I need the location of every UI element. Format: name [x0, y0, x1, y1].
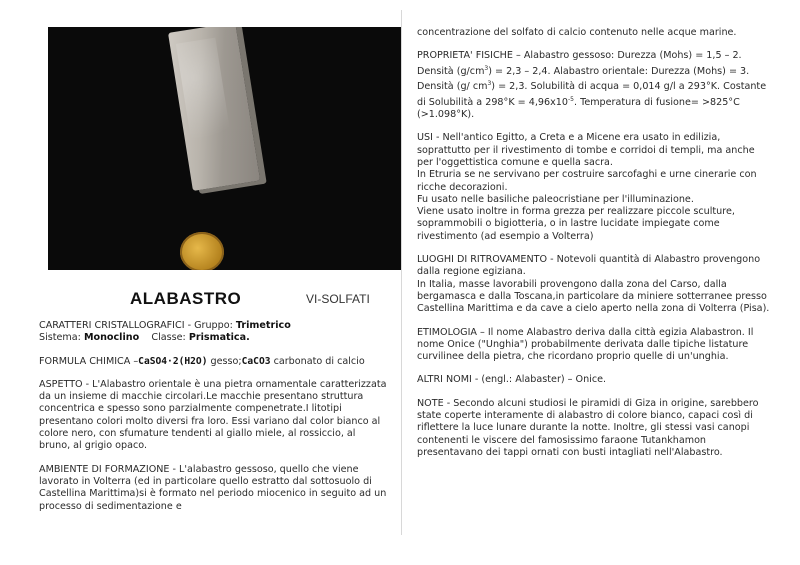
usi-section: USI - Nell'antico Egitto, a Creta e a Micene era usato in edilizia, soprattutto per il rivestimento di tombe e corridoi di templi, ma anche per l'oggettistica comune e quella sacra. In Etruria se ne servivano per costruire sarcofaghi e urne cinerarie con ricche decorazioni. Fu usato nelle basiliche paleocristiane per l'illuminazione. Viene usato inoltre in forma grezza per realizzare piccole sculture, soprammobili o bigiotteria, o in lastre lucidate impiegate come rivestimento (ad esempio a Volterra) — [417, 132, 757, 242]
aspetto-section: ASPETTO - L'Alabastro orientale è una pietra ornamentale caratterizzata da un insieme di macchie circolari.Le macchie presentano struttura concentrica e spesso sono parzialmente compenetrate.I litotipi presentano colori molto diversi fra loro. Essi variano dal color bianco al colore nero, con sfumature tendenti al giallo miele, al rossiccio, al bruno, al grigio opaco. — [39, 378, 387, 452]
page-title: ALABASTRO — [130, 289, 242, 308]
etimologia-section: ETIMOLOGIA – Il nome Alabastro deriva dalla città egizia Alabastron. Il nome Onice ("Unghia") probabilmente derivata dalle tipiche listature curvilinee della pietra, che ricordano proprio quelle di un'unghia. — [417, 326, 754, 363]
mineral-photo — [48, 27, 402, 270]
ambiente-section: AMBIENTE DI FORMAZIONE - L'alabastro gessoso, quello che viene lavorato in Volterra (ed in particolare quello estratto dal sottosuolo di Castellina Marittima)si è formato nel periodo miocenico in seguito ad un processo di sedimentazione e — [39, 463, 387, 512]
right-column — [417, 27, 770, 470]
alabaster-stone-image — [168, 27, 260, 191]
column-divider — [401, 10, 402, 535]
note-section: NOTE - Secondo alcuni studiosi le piramidi di Giza in origine, sarebbero state coperte interamente di alabastro di colore bianco, capaci così di riflettere la luce lunare durante la notte. Inoltre, gli stessi vasi canopi contenenti le viscere del famosissimo faraone Tutankhamon presentavano dei tappi ornati con busti intagliati nell'Alabastro. — [417, 397, 759, 458]
luoghi-section: LUOGHI DI RITROVAMENTO - Notevoli quantità di Alabastro provengono dalla regione egiziana. In Italia, masse lavorabili provengono dalla zona del Carso, dalla bergamasca e dalla Toscana,in particolare da miniere sotterranee presso Castellina Marittima e da cave a cielo aperto nella zona di Volterra (Pisa). — [417, 254, 770, 315]
proprieta-section: PROPRIETA' FISICHE – Alabastro gessoso: Durezza (Mohs) = 1,5 – 2. Densità $(g/cm^3) = 2,3 - 2,4$. Alabastro orientale: Durezza (Mohs) = 3. Densità (g/ $cm^3) = 2,3$. Solubilità di acqua = 0,014 g/l a 293°K. Costante di Solubilità a $298^\circ K = 4,96x10^{-5}$. Temperatura di fusione= >825°C (>1.098°K). — [417, 50, 767, 121]
altri-nomi-section: ALTRI NOMI - (engl.: Alabaster) – Onice. — [417, 374, 607, 386]
coin-scale-image — [180, 232, 224, 270]
mineral-category: VI-SOLFATI — [306, 292, 370, 306]
crystal-section: CARATTERI CRISTALLOGRAFICI - Gruppo: Trimetrico Sistema: Monoclino Classe: Prismatica. — [39, 320, 291, 344]
left-column — [39, 320, 389, 524]
ambiente-continued: concentrazione del solfato di calcio contenuto nelle acque marine. — [417, 27, 737, 38]
formula-section: FORMULA CHIMICA –CaSO4·2(H2O) gesso;CaCO3 carbonato di calcio — [39, 355, 365, 367]
